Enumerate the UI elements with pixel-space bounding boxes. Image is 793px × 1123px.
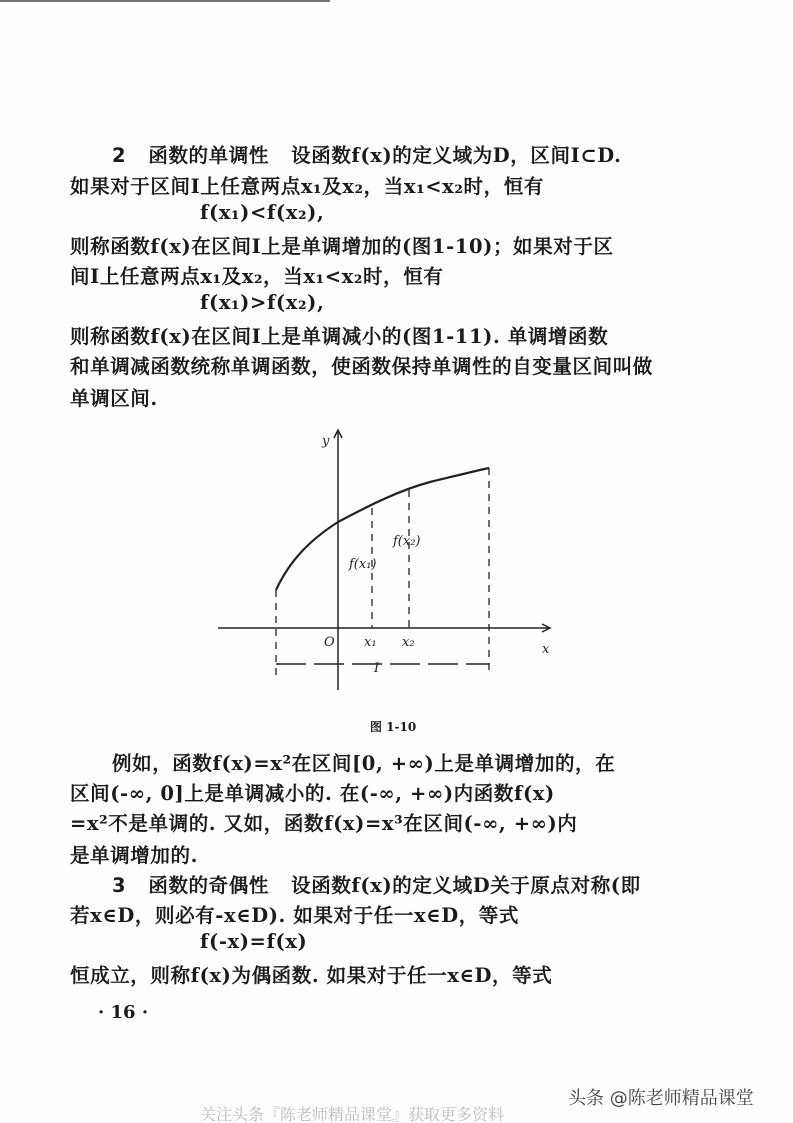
text-line: =x²不是单调的. 又如，函数f(x)=x³在区间(-∞, +∞)内 [70, 812, 578, 835]
section-3-heading-line [112, 870, 641, 898]
text-line: 是单调增加的. [70, 844, 198, 867]
fx1-label: f(x₁) [349, 557, 377, 572]
text-line: 区间(-∞, 0]上是单调减小的. 在(-∞, +∞)内函数f(x) [70, 782, 555, 805]
text-line: 设函数f(x)的定义域D关于原点对称(即 [291, 874, 641, 897]
origin-label: O [324, 635, 335, 650]
inequality: f(x₁)<f(x₂), [200, 201, 325, 224]
section-heading: 函数的单调性 [148, 144, 269, 167]
text-line: 和单调减函数统称单调函数，使函数保持单调性的自变量区间叫做 [70, 355, 653, 378]
text-line: 则称函数f(x)在区间I上是单调减小的(图1-11). 单调增函数 [70, 325, 609, 348]
inequality: f(x₁)>f(x₂), [200, 291, 325, 314]
equation: f(-x)=f(x) [200, 930, 308, 953]
text-line: 例如，函数f(x)=x²在区间[0, +∞)上是单调增加的，在 [112, 752, 616, 775]
interval-label: I [374, 661, 380, 676]
text-line: 间I上任意两点x₁及x₂，当x₁<x₂时，恒有 [70, 265, 444, 288]
x1-label: x₁ [364, 635, 377, 650]
section-heading: 函数的奇偶性 [148, 874, 269, 897]
watermark-notice: 关注头条『陈老师精品课堂』获取更多资料 [200, 1105, 505, 1123]
x2-label: x₂ [402, 635, 415, 650]
fx2-label: f(x₂) [393, 534, 421, 549]
text-line: 则称函数f(x)在区间I上是单调增加的(图1-10)；如果对于区 [70, 235, 614, 258]
function-curve [276, 468, 489, 590]
section-number: 3 [112, 874, 127, 897]
y-axis-label: y [322, 434, 330, 449]
text-line: 恒成立，则称f(x)为偶函数. 如果对于任一x∈D，等式 [70, 964, 553, 987]
watermark-credit: 头条 @陈老师精品课堂 [568, 1088, 754, 1109]
section-number: 2 [112, 144, 127, 167]
text-line: 单调区间. [70, 387, 158, 410]
x-axis-label: x [542, 642, 550, 657]
text-line: 设函数f(x)的定义域为D，区间I⊂D. [291, 144, 622, 167]
text-line: 若x∈D，则必有-x∈D). 如果对于任一x∈D，等式 [70, 904, 520, 927]
page-number: · 16 · [98, 1002, 149, 1023]
text-line: 如果对于区间I上任意两点x₁及x₂，当x₁<x₂时，恒有 [70, 175, 544, 198]
figure-caption: 图 1-10 [370, 720, 417, 734]
